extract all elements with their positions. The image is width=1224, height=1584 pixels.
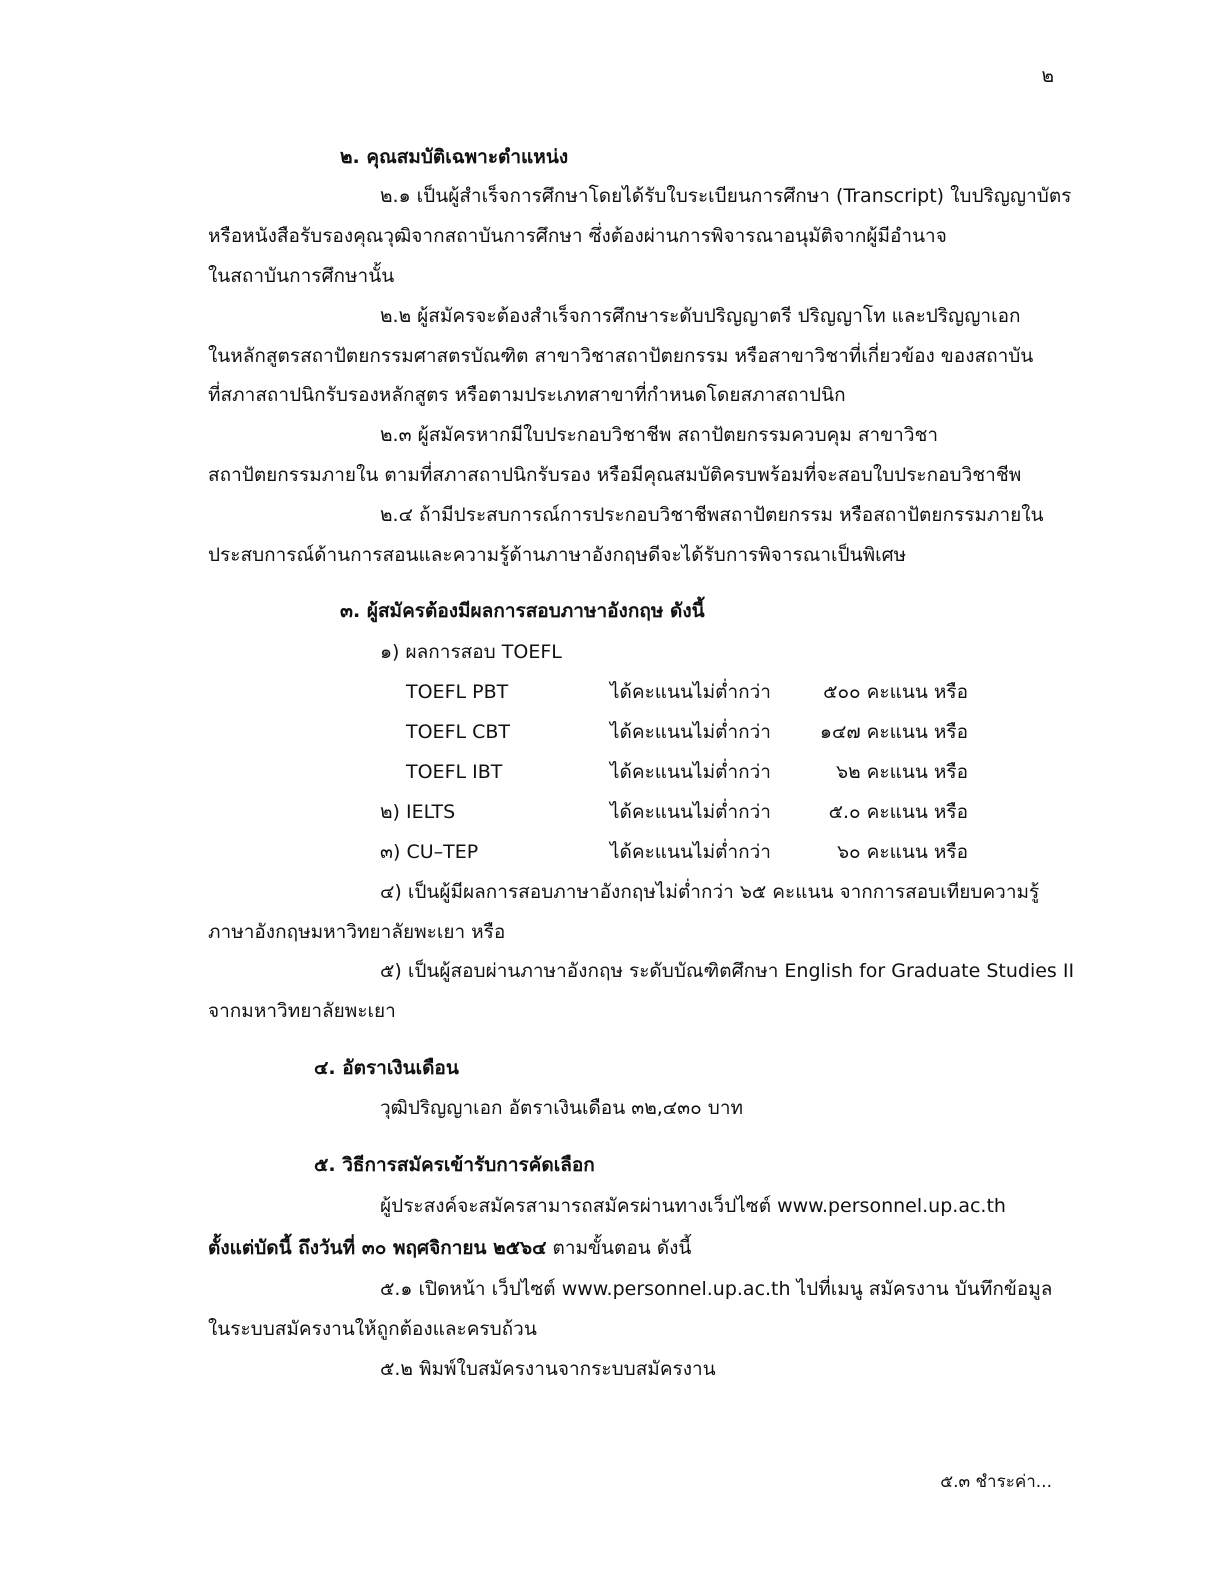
- salary-text: วุฒิปริญญาเอก อัตราเงินเดือน ๓๒,๔๓๐ บาท: [380, 1097, 744, 1119]
- section-5-intro-line-1: ผู้ประสงค์จะสมัครสามารถสมัครผ่านทางเว็ปไซต์ www.personnel.up.ac.th: [380, 1195, 1006, 1217]
- item-4-line-2: ภาษาอังกฤษมหาวิทยาลัยพะเยา หรือ: [208, 921, 506, 943]
- score-value: ๖๐ คะแนน หรือ: [836, 841, 968, 863]
- steps-intro: ตามขั้นตอน ดังนี้: [546, 1237, 692, 1259]
- section-4-heading: ๔. อัตราเงินเดือน: [314, 1057, 459, 1079]
- deadline-text: ตั้งแต่บัดนี้ ถึงวันที่ ๓๐ พฤศจิกายน ๒๕๖๔: [208, 1237, 547, 1259]
- para-2-2-line-2: ในหลักสูตรสถาปัตยกรรมศาสตรบัณฑิต สาขาวิชาสถาปัตยกรรม หรือสาขาวิชาที่เกี่ยวข้อง ของสถาบัน: [208, 345, 1034, 367]
- para-2-4-line-1: ๒.๔ ถ้ามีประสบการณ์การประกอบวิชาชีพสถาปัตยกรรม หรือสถาปัตยกรรมภายใน: [380, 504, 1044, 526]
- score-requirement: ได้คะแนนไม่ต่ำกว่า: [610, 761, 771, 783]
- score-requirement: ได้คะแนนไม่ต่ำกว่า: [610, 721, 771, 743]
- para-2-4-line-2: ประสบการณ์ด้านการสอนและความรู้ด้านภาษาอังกฤษดีจะได้รับการพิจารณาเป็นพิเศษ: [208, 544, 907, 566]
- para-2-2-line-3: ที่สภาสถาปนิกรับรองหลักสูตร หรือตามประเภทสาขาที่กำหนดโดยสภาสถาปนิก: [208, 384, 846, 406]
- para-2-3-line-2: สถาปัตยกรรมภายใน ตามที่สภาสถาปนิกรับรอง หรือมีคุณสมบัติครบพร้อมที่จะสอบใบประกอบวิชาชีพ: [208, 464, 1022, 486]
- item-5-line-1: ๕) เป็นผู้สอบผ่านภาษาอังกฤษ ระดับบัณฑิตศึกษา English for Graduate Studies II: [380, 960, 1075, 982]
- score-value: ๕.๐ คะแนน หรือ: [828, 801, 968, 823]
- score-requirement: ได้คะแนนไม่ต่ำกว่า: [610, 841, 771, 863]
- section-2-heading: ๒. คุณสมบัติเฉพาะตำแหน่ง: [340, 146, 569, 168]
- continuation-footer: ๕.๓ ชำระค่า...: [940, 1472, 1052, 1492]
- page-number: ๒: [1041, 65, 1054, 87]
- score-label: ๒) IELTS: [380, 801, 456, 823]
- score-requirement: ได้คะแนนไม่ต่ำกว่า: [610, 681, 771, 703]
- score-value: ๕๐๐ คะแนน หรือ: [823, 681, 968, 703]
- para-2-1-line-2: หรือหนังสือรับรองคุณวุฒิจากสถาบันการศึกษา ซึ่งต้องผ่านการพิจารณาอนุมัติจากผู้มีอำนาจ: [208, 225, 947, 247]
- para-2-1-line-1: ๒.๑ เป็นผู้สำเร็จการศึกษาโดยได้รับใบระเบียนการศึกษา (Transcript) ใบปริญญาบัตร: [380, 185, 1072, 207]
- score-label: TOEFL IBT: [406, 761, 503, 783]
- score-value: ๖๒ คะแนน หรือ: [836, 761, 968, 783]
- para-2-1-line-3: ในสถาบันการศึกษานั้น: [208, 265, 395, 287]
- score-label: ๓) CU–TEP: [380, 841, 479, 863]
- item-4-line-1: ๔) เป็นผู้มีผลการสอบภาษาอังกฤษไม่ต่ำกว่า ๖๕ คะแนน จากการสอบเทียบความรู้: [380, 881, 1040, 903]
- score-label: TOEFL CBT: [406, 721, 511, 743]
- toefl-label: ๑) ผลการสอบ TOEFL: [380, 641, 562, 663]
- score-requirement: ได้คะแนนไม่ต่ำกว่า: [610, 801, 771, 823]
- item-5-line-2: จากมหาวิทยาลัยพะเยา: [208, 1000, 396, 1022]
- section-5-heading: ๕. วิธีการสมัครเข้ารับการคัดเลือก: [314, 1154, 595, 1176]
- para-5-1-line-1: ๕.๑ เปิดหน้า เว็ปไซต์ www.personnel.up.ac.th ไปที่เมนู สมัครงาน บันทึกข้อมูล: [380, 1278, 1053, 1300]
- score-label: TOEFL PBT: [406, 681, 509, 703]
- para-2-2-line-1: ๒.๒ ผู้สมัครจะต้องสำเร็จการศึกษาระดับปริญญาตรี ปริญญาโท และปริญญาเอก: [380, 305, 1021, 327]
- score-value: ๑๔๗ คะแนน หรือ: [819, 721, 968, 743]
- section-3-heading: ๓. ผู้สมัครต้องมีผลการสอบภาษาอังกฤษ ดังนี้: [340, 600, 705, 622]
- section-5-intro-line-2: [208, 1234, 691, 1262]
- para-2-3-line-1: ๒.๓ ผู้สมัครหากมีใบประกอบวิชาชีพ สถาปัตยกรรมควบคุม สาขาวิชา: [380, 424, 939, 446]
- para-5-2: ๕.๒ พิมพ์ใบสมัครงานจากระบบสมัครงาน: [380, 1358, 716, 1380]
- para-5-1-line-2: ในระบบสมัครงานให้ถูกต้องและครบถ้วน: [208, 1318, 537, 1340]
